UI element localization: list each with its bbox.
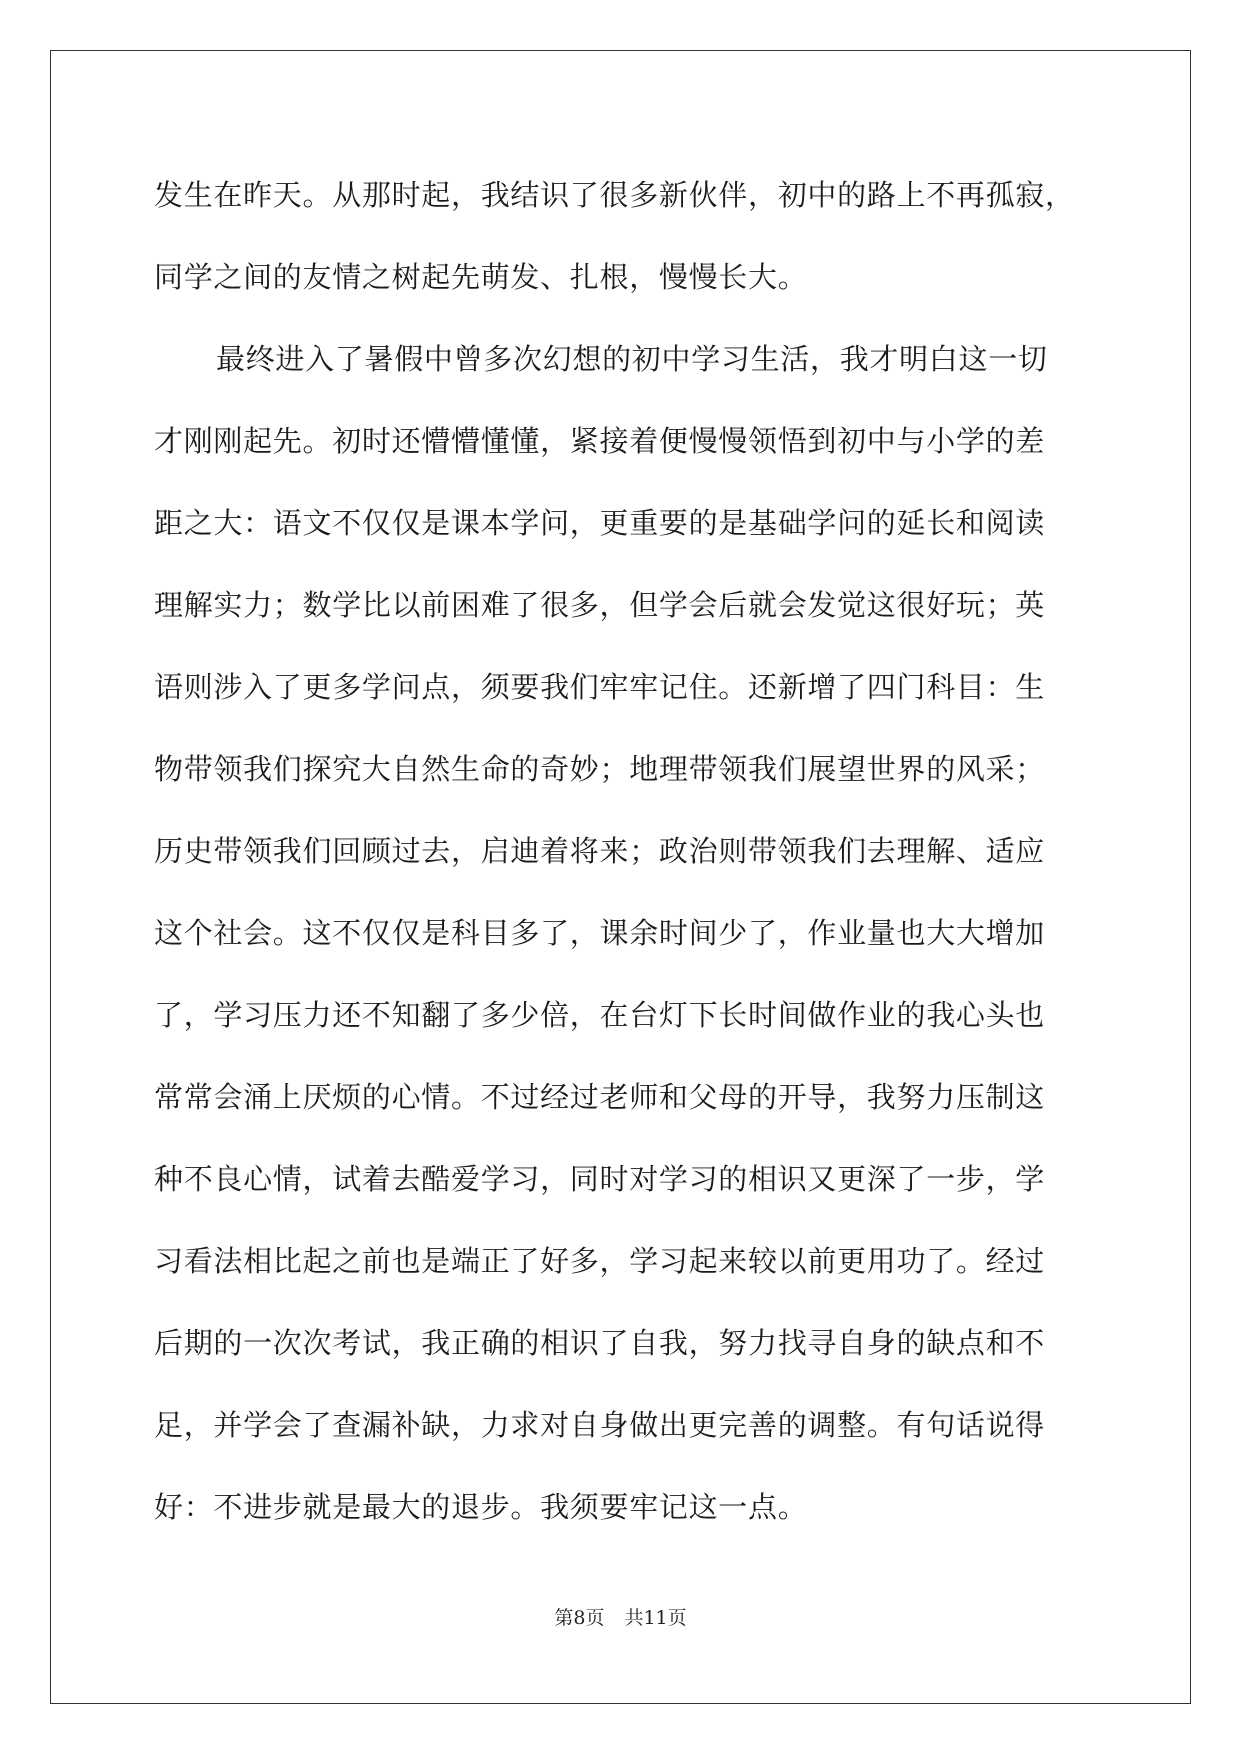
text-line: 理解实力；数学比以前困难了很多，但学会后就会发觉这很好玩；英 xyxy=(154,588,1046,622)
text-line: 最终进入了暑假中曾多次幻想的初中学习生活，我才明白这一切 xyxy=(216,342,1048,376)
text-line: 习看法相比起之前也是端正了好多，学习起来较以前更用功了。经过 xyxy=(154,1244,1046,1278)
text-line: 种不良心情，试着去酷爱学习，同时对学习的相识又更深了一步，学 xyxy=(154,1162,1046,1196)
text-line: 这个社会。这不仅仅是科目多了，课余时间少了，作业量也大大增加 xyxy=(154,916,1046,950)
text-line: 发生在昨天。从那时起，我结识了很多新伙伴，初中的路上不再孤寂， xyxy=(154,178,1075,212)
text-line: 语则涉入了更多学问点，须要我们牢牢记住。还新增了四门科目：生 xyxy=(154,670,1046,704)
page-total: 共11页 xyxy=(624,1607,687,1629)
document-body xyxy=(154,165,1094,1559)
text-line: 同学之间的友情之树起先萌发、扎根，慢慢长大。 xyxy=(154,260,808,294)
paragraph-1 xyxy=(154,165,1094,329)
text-line: 了，学习压力还不知翻了多少倍，在台灯下长时间做作业的我心头也 xyxy=(154,998,1046,1032)
paragraph-2 xyxy=(154,329,1094,1559)
text-line: 距之大：语文不仅仅是课本学问，更重要的是基础学问的延长和阅读 xyxy=(154,506,1046,540)
page-footer xyxy=(0,1603,1241,1630)
text-line: 物带领我们探究大自然生命的奇妙；地理带领我们展望世界的风采； xyxy=(154,752,1046,786)
text-line: 常常会涌上厌烦的心情。不过经过老师和父母的开导，我努力压制这 xyxy=(154,1080,1046,1114)
text-line: 足，并学会了查漏补缺，力求对自身做出更完善的调整。有句话说得 xyxy=(154,1408,1046,1442)
text-line: 好：不进步就是最大的退步。我须要牢记这一点。 xyxy=(154,1490,808,1524)
text-line: 后期的一次次考试，我正确的相识了自我，努力找寻自身的缺点和不 xyxy=(154,1326,1046,1360)
text-line: 才刚刚起先。初时还懵懵懂懂，紧接着便慢慢领悟到初中与小学的差 xyxy=(154,424,1046,458)
page-number: 第8页 xyxy=(554,1607,605,1629)
text-line: 历史带领我们回顾过去，启迪着将来；政治则带领我们去理解、适应 xyxy=(154,834,1046,868)
